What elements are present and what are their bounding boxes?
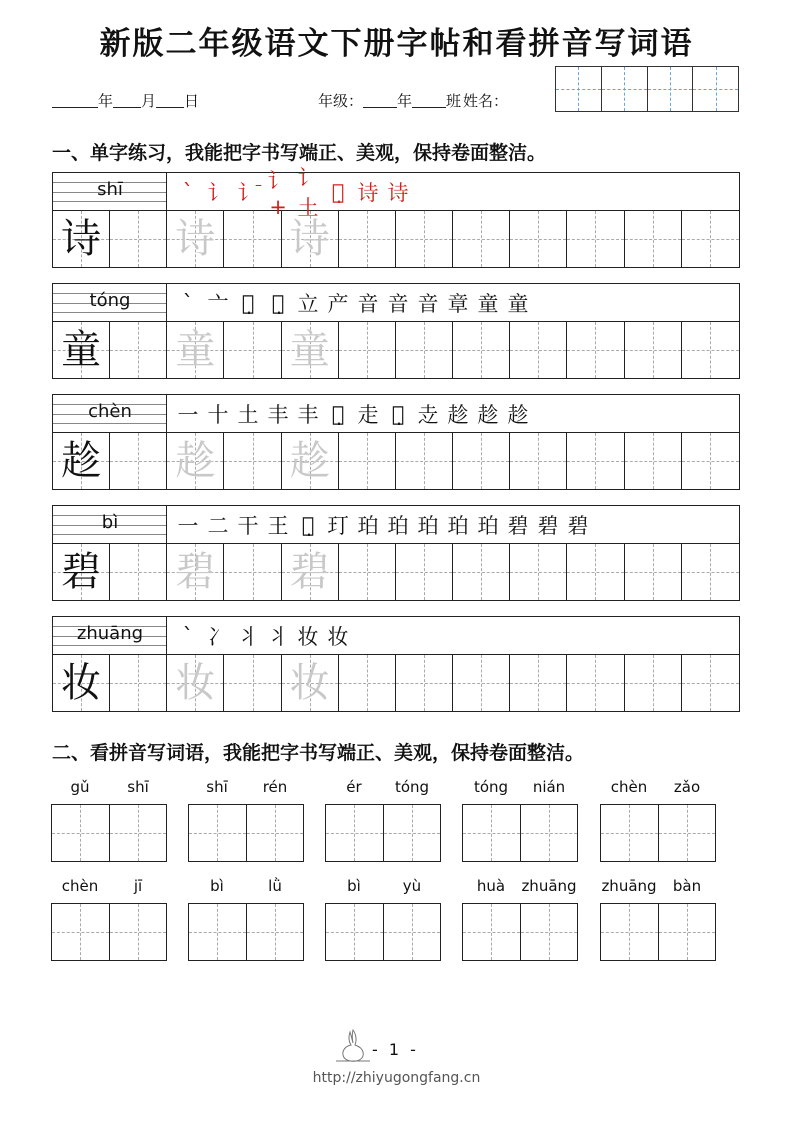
writing-cell[interactable]: [282, 433, 339, 489]
word-item: [325, 778, 441, 862]
stroke-step: 丰: [297, 402, 319, 427]
writing-cell[interactable]: [682, 544, 739, 600]
writing-cell[interactable]: [110, 433, 167, 489]
page-title: 新版二年级语文下册字帖和看拼音写词语: [99, 26, 694, 62]
stroke-order-row: [167, 395, 739, 433]
writing-cell[interactable]: [53, 544, 110, 600]
writing-cell[interactable]: [224, 433, 281, 489]
word-pinyin: [325, 877, 441, 899]
word-item: [600, 778, 716, 862]
writing-cell[interactable]: [453, 322, 510, 378]
word-writing-cell[interactable]: [463, 904, 521, 960]
stroke-step: 冫: [207, 624, 229, 649]
pinyin-guide-line: [53, 312, 166, 313]
writing-cell[interactable]: [625, 322, 682, 378]
name-cell[interactable]: [648, 67, 694, 111]
word-writing-cell[interactable]: [521, 805, 578, 861]
stroke-step: 趁: [477, 402, 499, 427]
stroke-order-row: [167, 617, 739, 655]
stroke-step: 立: [297, 291, 319, 316]
pinyin-guide-line: [53, 423, 166, 424]
stroke-step: 碧: [507, 513, 529, 538]
writing-cell[interactable]: [224, 211, 281, 267]
writing-grid: [53, 544, 739, 600]
syllable-pinyin: shī: [127, 778, 149, 796]
pinyin-area: [53, 284, 167, 322]
pinyin-area: [53, 506, 167, 544]
date-line: [52, 90, 199, 112]
writing-cell[interactable]: [224, 322, 281, 378]
stroke-step: 音: [357, 291, 379, 316]
pinyin-guide-line: [53, 534, 166, 535]
writing-cell[interactable]: [339, 211, 396, 267]
word-writing-cell[interactable]: [52, 805, 110, 861]
stroke-step: 讠: [207, 180, 229, 205]
word-writing-cell[interactable]: [247, 904, 304, 960]
stroke-step: 碧: [537, 513, 559, 538]
syllable-pinyin: shī: [206, 778, 228, 796]
writing-cell[interactable]: [453, 211, 510, 267]
writing-cell[interactable]: [396, 433, 453, 489]
word-writing-cell[interactable]: [384, 805, 441, 861]
name-cell[interactable]: [693, 67, 738, 111]
syllable-pinyin: tóng: [473, 778, 509, 796]
trace-character: 妆: [289, 660, 330, 706]
char-pinyin: bì: [101, 512, 119, 533]
grade-blank[interactable]: [363, 90, 397, 108]
day-label: 日: [184, 92, 200, 110]
stroke-step: 珀: [477, 513, 499, 538]
word-writing-cell[interactable]: [52, 904, 110, 960]
writing-cell[interactable]: [110, 211, 167, 267]
model-character: 妆: [61, 660, 102, 706]
stroke-order-row: [167, 284, 739, 322]
footer-url[interactable]: http://zhiyugongfang.cn: [312, 1070, 481, 1086]
stroke-step: 土: [237, 402, 259, 427]
syllable-pinyin: zhuāng: [601, 877, 657, 895]
stroke-step: 讠̄: [237, 180, 259, 205]
stroke-step: 趁: [507, 402, 529, 427]
word-pinyin: [188, 778, 304, 800]
writing-cell[interactable]: [453, 433, 510, 489]
writing-cell[interactable]: [396, 544, 453, 600]
stroke-step: 亠̣: [241, 290, 255, 315]
word-writing-cell[interactable]: [247, 805, 304, 861]
writing-cell[interactable]: [510, 655, 567, 711]
stroke-step: 珀: [417, 513, 439, 538]
stroke-step: 妆: [297, 624, 319, 649]
syllable-pinyin: ér: [346, 778, 362, 796]
name-cell[interactable]: [556, 67, 602, 111]
writing-grid: [53, 655, 739, 711]
char-practice-block: [52, 165, 740, 268]
rabbit-logo-icon: [336, 1028, 370, 1064]
writing-cell[interactable]: [396, 211, 453, 267]
word-writing-box: [188, 903, 304, 961]
pinyin-area: [53, 395, 167, 433]
word-writing-box: [600, 903, 716, 961]
writing-cell[interactable]: [53, 211, 110, 267]
word-writing-cell[interactable]: [521, 904, 578, 960]
syllable-pinyin: bì: [347, 877, 361, 895]
word-writing-cell[interactable]: [189, 805, 247, 861]
char-practice-block: [52, 505, 740, 601]
word-item: [462, 778, 578, 862]
stroke-step: 产: [327, 291, 349, 316]
stroke-step: 亠: [207, 291, 229, 316]
stroke-step: 妆: [327, 624, 349, 649]
writing-cell[interactable]: [339, 433, 396, 489]
word-writing-cell[interactable]: [326, 805, 384, 861]
stroke-step: 王: [267, 513, 289, 538]
stroke-step: 珀: [447, 513, 469, 538]
stroke-step: 走̣: [331, 401, 345, 426]
word-writing-box: [462, 903, 578, 961]
writing-cell[interactable]: [339, 322, 396, 378]
writing-cell[interactable]: [510, 433, 567, 489]
trace-character: 诗: [289, 216, 330, 262]
stroke-step: 走̣: [391, 401, 405, 426]
pinyin-area: [53, 617, 167, 655]
word-writing-cell[interactable]: [110, 805, 167, 861]
syllable-pinyin: yù: [402, 877, 422, 895]
trace-character: 碧: [175, 549, 216, 595]
writing-cell[interactable]: [53, 322, 110, 378]
word-writing-box: [325, 804, 441, 862]
writing-cell[interactable]: [567, 322, 624, 378]
stroke-step: 讠+: [267, 168, 289, 219]
writing-cell[interactable]: [339, 544, 396, 600]
writing-cell[interactable]: [224, 544, 281, 600]
syllable-pinyin: zǎo: [673, 778, 701, 796]
grade-line: [318, 90, 508, 112]
stroke-step: 王̣: [301, 512, 315, 537]
writing-cell[interactable]: [682, 211, 739, 267]
stroke-step: 童: [507, 291, 529, 316]
writing-cell[interactable]: [682, 433, 739, 489]
word-item: [188, 877, 304, 961]
writing-cell[interactable]: [396, 322, 453, 378]
writing-cell[interactable]: [53, 655, 110, 711]
stroke-step: 立̣: [271, 290, 285, 315]
char-pinyin: shī: [97, 179, 123, 200]
word-writing-box: [325, 903, 441, 961]
word-writing-box: [51, 903, 167, 961]
pinyin-guide-line: [53, 645, 166, 646]
syllable-pinyin: chèn: [61, 877, 99, 895]
word-writing-box: [600, 804, 716, 862]
writing-cell[interactable]: [282, 211, 339, 267]
writing-cell[interactable]: [567, 211, 624, 267]
writing-cell[interactable]: [625, 433, 682, 489]
stroke-step: 丬: [237, 624, 259, 649]
trace-character: 趁: [175, 438, 216, 484]
word-pinyin: [462, 778, 578, 800]
writing-cell[interactable]: [224, 655, 281, 711]
year-label: 年: [98, 92, 114, 110]
word-pinyin: [325, 778, 441, 800]
writing-cell[interactable]: [110, 655, 167, 711]
word-item: [600, 877, 716, 961]
stroke-order-row: [167, 165, 739, 220]
char-pinyin: tóng: [89, 290, 131, 311]
writing-cell[interactable]: [110, 322, 167, 378]
stroke-step: 趁: [447, 402, 469, 427]
word-writing-cell[interactable]: [601, 904, 659, 960]
writing-cell[interactable]: [282, 544, 339, 600]
section-1-heading: 一、单字练习，我能把字书写端正、美观，保持卷面整洁。: [52, 142, 547, 164]
word-writing-cell[interactable]: [659, 805, 716, 861]
writing-cell[interactable]: [167, 655, 224, 711]
trace-character: 童: [289, 327, 330, 373]
word-writing-cell[interactable]: [659, 904, 716, 960]
writing-grid: [53, 211, 739, 267]
word-writing-cell[interactable]: [110, 904, 167, 960]
stroke-order-row: [167, 506, 739, 544]
trace-character: 诗: [175, 216, 216, 262]
word-item: [325, 877, 441, 961]
stroke-step: 干: [237, 513, 259, 538]
stroke-step: 玎: [327, 513, 349, 538]
writing-cell[interactable]: [339, 655, 396, 711]
model-character: 诗: [61, 216, 102, 262]
day-blank[interactable]: [156, 90, 184, 108]
syllable-pinyin: huà: [476, 877, 506, 895]
char-pinyin: zhuāng: [76, 623, 144, 644]
char-practice-block: [52, 616, 740, 712]
model-character: 趁: [61, 438, 102, 484]
stroke-step: 丰: [267, 402, 289, 427]
stroke-step: 章: [447, 291, 469, 316]
char-pinyin: chèn: [88, 401, 132, 422]
writing-cell[interactable]: [167, 433, 224, 489]
writing-grid: [53, 433, 739, 489]
month-blank[interactable]: [113, 90, 141, 108]
word-item: [188, 778, 304, 862]
word-pinyin: [600, 877, 716, 899]
word-pinyin: [188, 877, 304, 899]
syllable-pinyin: nián: [532, 778, 566, 796]
class-label: 班: [446, 92, 462, 110]
name-cell[interactable]: [602, 67, 648, 111]
stroke-step: 赱: [417, 402, 439, 427]
writing-cell[interactable]: [682, 322, 739, 378]
trace-character: 碧: [289, 549, 330, 595]
stroke-step: 珀: [387, 513, 409, 538]
name-grid[interactable]: [555, 66, 739, 112]
word-pinyin: [51, 877, 167, 899]
writing-cell[interactable]: [282, 655, 339, 711]
writing-cell[interactable]: [510, 211, 567, 267]
grade-label: 年级：: [318, 92, 364, 110]
model-character: 童: [61, 327, 102, 373]
trace-character: 趁: [289, 438, 330, 484]
writing-cell[interactable]: [167, 322, 224, 378]
stroke-step: 童: [477, 291, 499, 316]
stroke-step: 一: [177, 402, 199, 427]
word-pinyin: [462, 877, 578, 899]
writing-cell[interactable]: [510, 544, 567, 600]
name-label: 姓名：: [463, 92, 509, 110]
stroke-step: 诗: [387, 180, 409, 205]
syllable-pinyin: gǔ: [70, 778, 90, 796]
syllable-pinyin: lǜ: [268, 877, 282, 895]
char-practice-block: [52, 283, 740, 379]
word-writing-cell[interactable]: [463, 805, 521, 861]
writing-cell[interactable]: [567, 655, 624, 711]
writing-cell[interactable]: [53, 433, 110, 489]
grade-year-label: 年: [397, 92, 413, 110]
section-2-heading: 二、看拼音写词语，我能把字书写端正、美观，保持卷面整洁。: [52, 742, 585, 764]
writing-cell[interactable]: [167, 211, 224, 267]
pinyin-area: [53, 173, 167, 211]
stroke-step: 走: [357, 402, 379, 427]
stroke-step: 音: [387, 291, 409, 316]
writing-grid: [53, 322, 739, 378]
word-item: [51, 778, 167, 862]
trace-character: 童: [175, 327, 216, 373]
writing-cell[interactable]: [625, 211, 682, 267]
word-writing-cell[interactable]: [601, 805, 659, 861]
syllable-pinyin: bì: [210, 877, 224, 895]
year-blank[interactable]: [52, 90, 98, 108]
word-writing-box: [462, 804, 578, 862]
stroke-step: `: [182, 290, 194, 315]
word-item: [462, 877, 578, 961]
stroke-step: 诗̣: [331, 179, 345, 204]
writing-cell[interactable]: [282, 322, 339, 378]
writing-cell[interactable]: [110, 544, 167, 600]
syllable-pinyin: chèn: [610, 778, 648, 796]
page-number: - 1 -: [372, 1040, 419, 1059]
stroke-step: 碧: [567, 513, 589, 538]
stroke-step: 音: [417, 291, 439, 316]
writing-cell[interactable]: [567, 433, 624, 489]
word-writing-box: [51, 804, 167, 862]
word-writing-box: [188, 804, 304, 862]
model-character: 碧: [61, 549, 102, 595]
char-practice-block: [52, 394, 740, 490]
syllable-pinyin: tóng: [394, 778, 430, 796]
writing-cell[interactable]: [625, 655, 682, 711]
stroke-step: 丬: [267, 624, 289, 649]
trace-character: 妆: [175, 660, 216, 706]
writing-cell[interactable]: [567, 544, 624, 600]
writing-cell[interactable]: [167, 544, 224, 600]
writing-cell[interactable]: [510, 322, 567, 378]
stroke-step: 珀: [357, 513, 379, 538]
word-writing-cell[interactable]: [189, 904, 247, 960]
stroke-step: 一: [177, 513, 199, 538]
pinyin-guide-line: [53, 201, 166, 202]
syllable-pinyin: jī: [133, 877, 143, 895]
writing-cell[interactable]: [625, 544, 682, 600]
class-blank[interactable]: [412, 90, 446, 108]
writing-cell[interactable]: [396, 655, 453, 711]
month-label: 月: [141, 92, 157, 110]
stroke-step: `: [182, 179, 194, 204]
syllable-pinyin: zhuāng: [521, 877, 577, 895]
syllable-pinyin: bàn: [672, 877, 702, 895]
word-writing-cell[interactable]: [384, 904, 441, 960]
word-writing-cell[interactable]: [326, 904, 384, 960]
stroke-step: 讠土: [297, 165, 319, 220]
syllable-pinyin: rén: [262, 778, 288, 796]
word-item: [51, 877, 167, 961]
writing-cell[interactable]: [682, 655, 739, 711]
word-pinyin: [51, 778, 167, 800]
stroke-step: 二: [207, 513, 229, 538]
word-pinyin: [600, 778, 716, 800]
writing-cell[interactable]: [453, 655, 510, 711]
writing-cell[interactable]: [453, 544, 510, 600]
stroke-step: 十: [207, 402, 229, 427]
stroke-step: 诗: [357, 180, 379, 205]
stroke-step: `: [182, 623, 194, 648]
